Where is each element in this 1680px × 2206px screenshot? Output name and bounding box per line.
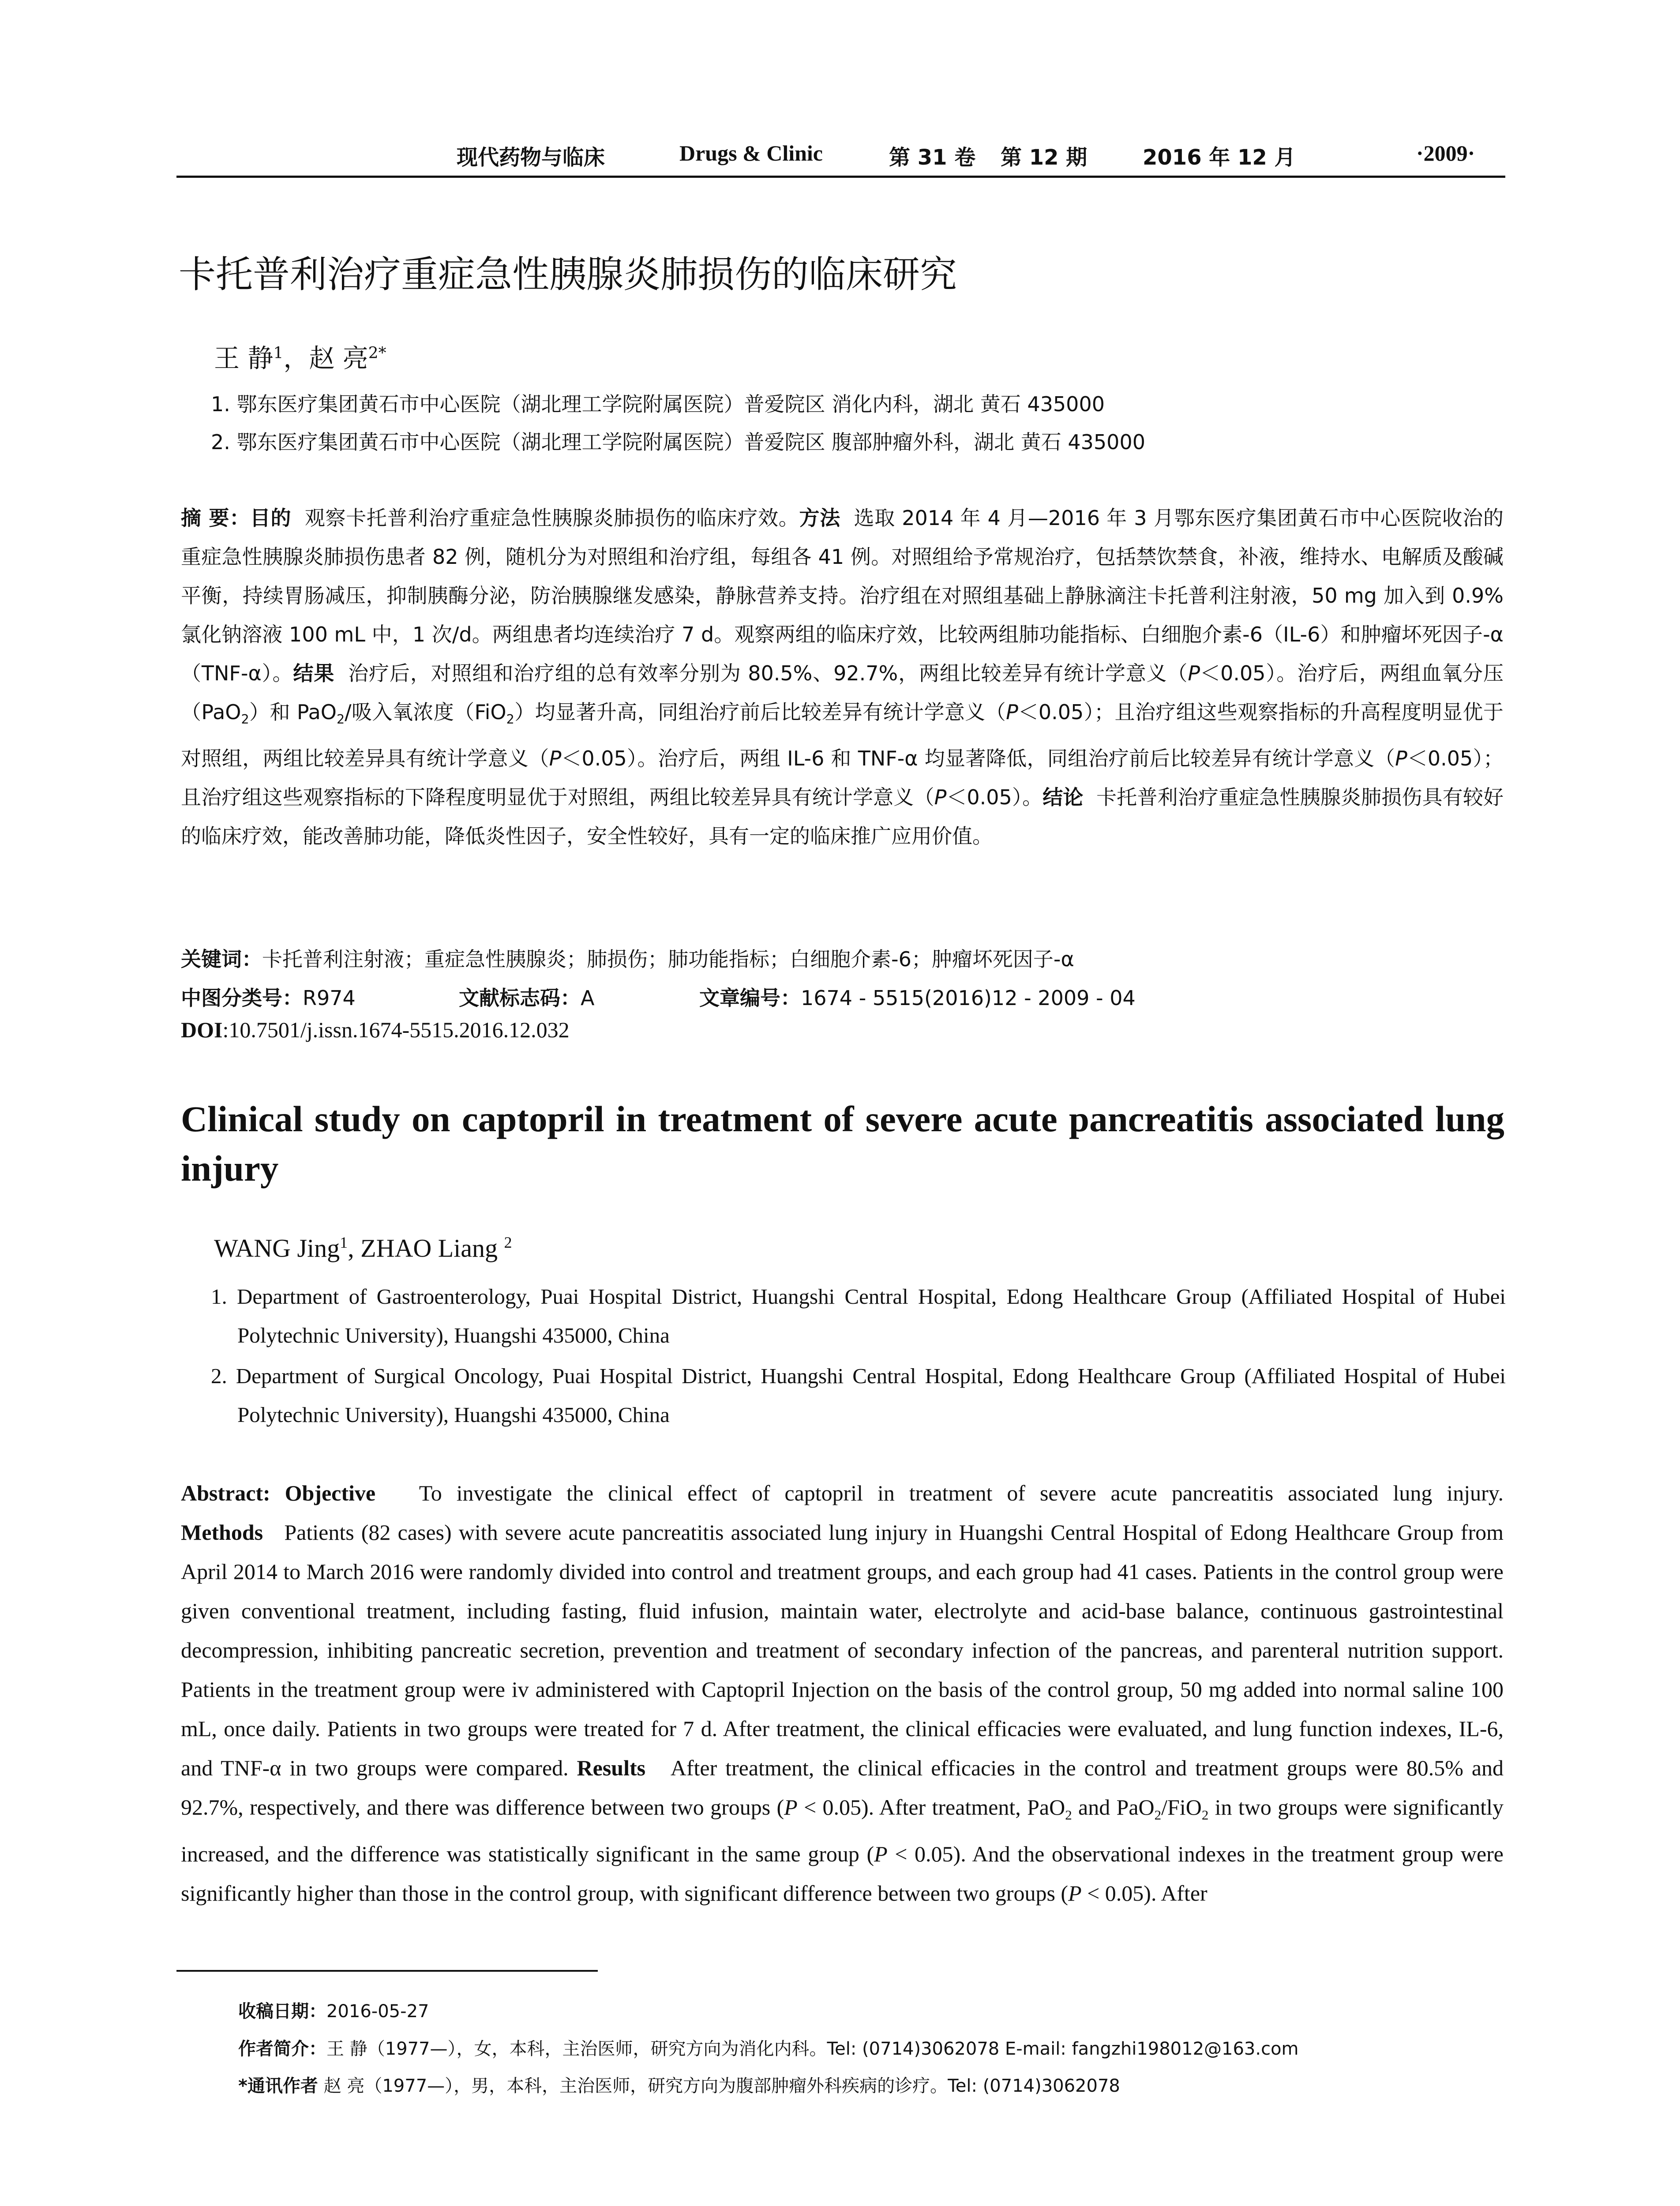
- author-en-2: ZHAO Liang: [360, 1234, 498, 1263]
- p-value-symbol: P: [1395, 747, 1407, 771]
- subscript: 2: [1065, 1807, 1072, 1823]
- abstract-en-results-text: < 0.05). And the observational indexes in the treatment group were significantly higher than those in the control group, with significant difference between two groups (: [181, 1842, 1504, 1906]
- p-value-symbol: P: [934, 785, 947, 810]
- abstract-cn-methods: 选取 2014 年 4 月—2016 年 3 月鄂东医疗集团黄石市中心医院收治的重症急性胰腺炎肺损伤患者 82 例，随机分为对照组和治疗组，每组各 41 例。对照组给予常规治疗，包括禁饮禁食，补液，维持水、电解质及酸碱平衡，持续胃肠减压，抑制胰酶分泌，防治胰腺继发感染，静脉营养支持。治疗组在对照组基础上静脉滴注卡托普利注射液，50 mg 加入到 0.9%氯化钠溶液 100 mL 中，1 次/d。两组患者均连续治疗 7 d。观察两组的临床疗效，比较两组肺功能指标、白细胞介素-6（IL-6）和肿瘤坏死因子-α（TNF-α）。: [181, 506, 1504, 685]
- doi: [181, 1017, 570, 1043]
- title-cn: 卡托普利治疗重症急性胰腺炎肺损伤的临床研究: [179, 253, 957, 296]
- author-en-1: WANG Jing: [214, 1234, 340, 1263]
- author-en-2-affil: 2: [504, 1234, 512, 1251]
- p-value-symbol: P: [549, 747, 562, 771]
- header-issue: 第 12 期: [1001, 145, 1088, 170]
- author-cn-1: 王 静: [214, 343, 274, 373]
- document-code-value: A: [581, 986, 595, 1010]
- abstract-cn-results-text: 治疗后，对照组和治疗组的总有效率分别为 80.5%、92.7%，两组比较差异有统计学意义（: [348, 661, 1188, 685]
- abstract-en: [181, 1474, 1504, 1913]
- clc-label: 中图分类号：: [181, 986, 303, 1010]
- subscript: 2: [1154, 1807, 1162, 1823]
- affiliation-cn-2: 2. 鄂东医疗集团黄石市中心医院（湖北理工学院附属医院）普爱院区 腹部肿瘤外科，湖北 黄石 435000: [211, 430, 1145, 454]
- footnote-author-bio: [238, 2035, 1299, 2060]
- footnote-bio-value: 王 静（1977—），女，本科，主治医师，研究方向为消化内科。Tel: (0714)3062078 E-mail: fangzhi198012@163.com: [326, 2039, 1299, 2059]
- abstract-en-results-text: < 0.05). After treatment, PaO: [797, 1795, 1065, 1820]
- keywords-cn: [181, 940, 1074, 979]
- article-number: [699, 979, 1136, 1017]
- keywords-cn-label: 关键词：: [181, 947, 262, 971]
- abstract-en-results-text: After treatment, the clinical efficacies in the control and treatment groups were 80.5% and 92.7%, respectively, and there was difference between two groups (: [181, 1756, 1504, 1820]
- abstract-cn-objective-label: 目的: [250, 506, 292, 530]
- header-page-number: ·2009·: [1416, 141, 1475, 165]
- subscript: 2: [1201, 1807, 1209, 1823]
- header-journal-cn: 现代药物与临床: [457, 145, 605, 170]
- authors-en: [214, 1233, 512, 1263]
- author-cn-2: 赵 亮: [309, 343, 368, 373]
- clc-number: [181, 979, 356, 1017]
- abstract-cn-label: 摘 要：: [181, 506, 250, 530]
- authors-cn: [214, 338, 386, 375]
- p-value-symbol: P: [784, 1795, 798, 1820]
- article-number-label: 文章编号：: [699, 986, 801, 1010]
- p-value-symbol: P: [1006, 700, 1018, 724]
- footnote-corr-label: *通讯作者: [238, 2076, 318, 2096]
- abstract-cn-methods-label: 方法: [799, 506, 840, 530]
- abstract-cn-results-text: ＜0.05）；且治疗组这些观察指标的升高程度明显优于对照组，两组比较差异具有统计学意义（: [181, 700, 1504, 771]
- author-en-1-affil: 1: [340, 1234, 348, 1251]
- footnote-corresponding: [238, 2072, 1120, 2097]
- p-value-symbol: P: [1068, 1881, 1082, 1906]
- abstract-cn-results-text: ＜0.05）。治疗后，两组血氧分压（PaO: [181, 661, 1504, 724]
- footnote-rule: [176, 1970, 598, 1972]
- abstract-en-label: Abstract: Objective: [181, 1481, 376, 1505]
- abstract-cn-objective: 观察卡托普利治疗重症急性胰腺炎肺损伤的临床疗效。: [304, 506, 799, 530]
- abstract-cn-conclusion-label: 结论: [1042, 785, 1084, 810]
- footnote-received: [238, 1997, 429, 2022]
- abstract-en-results-text: < 0.05). After: [1081, 1881, 1208, 1906]
- author-cn-1-affil: 1: [273, 344, 284, 362]
- abstract-cn-results-text: ）和 PaO: [249, 700, 337, 724]
- abstract-cn-results-text: /吸入氧浓度（FiO: [345, 700, 506, 724]
- footnote-bio-label: 作者简介：: [238, 2039, 326, 2059]
- doi-value: :10.7501/j.issn.1674-5515.2016.12.032: [222, 1017, 570, 1042]
- subscript: 2: [241, 712, 249, 727]
- header-volume: 第 31 卷: [889, 145, 976, 170]
- title-en: Clinical study on captopril in treatment of severe acute pancreatitis associated lung injury: [181, 1099, 1504, 1189]
- document-code: [459, 979, 594, 1017]
- affiliation-cn-1: 1. 鄂东医疗集团黄石市中心医院（湖北理工学院附属医院）普爱院区 消化内科，湖北 黄石 435000: [211, 392, 1105, 416]
- abstract-cn-conclusion: 卡托普利治疗重症急性胰腺炎肺损伤具有较好的临床疗效，能改善肺功能，降低炎性因子，安全性较好，具有一定的临床推广应用价值。: [181, 785, 1504, 848]
- footnote-corr-value: 赵 亮（1977—），男，本科，主治医师，研究方向为腹部肿瘤外科疾病的诊疗。Tel: (0714)3062078: [323, 2076, 1120, 2096]
- doi-label: DOI: [181, 1017, 223, 1042]
- abstract-cn-results-text: ）均显著升高，同组治疗前后比较差异有统计学意义（: [514, 700, 1006, 724]
- subscript: 2: [336, 712, 345, 727]
- footnote-received-value: 2016-05-27: [326, 2001, 429, 2022]
- abstract-en-results-text: and PaO: [1072, 1795, 1155, 1820]
- document-code-label: 文献标志码：: [459, 986, 581, 1010]
- abstract-en-methods: Patients (82 cases) with severe acute pancreatitis associated lung injury in Huangshi Central Hospital of Edong Healthcare Group from April 2014 to March 2016 were randomly divided into control and treatment groups, and each group had 41 cases. Patients in the control group were given conventional treatment, including fasting, fluid infusion, maintain water, electrolyte and acid-base balance, continuous gastrointestinal decompression, inhibiting pancreatic secretion, prevention and treatment of secondary infection of the pancreas, and parenteral nutrition support. Patients in the treatment group were iv administered with Captopril Injection on the basis of the control group, 50 mg added into normal saline 100 mL, once daily. Patients in two groups were treated for 7 d. After treatment, the clinical efficacies were evaluated, and lung function indexes, IL-6, and TNF-α in two groups were compared.: [181, 1520, 1504, 1780]
- subscript: 2: [506, 712, 514, 727]
- keywords-cn-text: 卡托普利注射液；重症急性胰腺炎；肺损伤；肺功能指标；白细胞介素-6；肿瘤坏死因子-α: [262, 947, 1074, 971]
- clc-value: R974: [303, 986, 356, 1010]
- affiliation-en-1: 1. Department of Gastroenterology, Puai Hospital District, Huangshi Central Hospital, Edong Healthcare Group (Affiliated Hospital of Hubei Polytechnic University), Huangshi 435000, China: [211, 1284, 1506, 1347]
- p-value-symbol: P: [874, 1842, 888, 1866]
- header-journal-en: Drugs & Clinic: [679, 141, 823, 165]
- abstract-en-methods-label: Methods: [181, 1520, 263, 1545]
- abstract-cn-results-text: ＜0.05）。治疗后，两组 IL-6 和 TNF-α 均显著降低，同组治疗前后比较差异有统计学意义（: [561, 747, 1395, 771]
- abstract-cn-results-text: ＜0.05）。: [946, 785, 1043, 810]
- author-cn-sep: ，: [283, 343, 309, 373]
- abstract-en-results-text: in two groups were significantly increased, and the difference was statistically significant in the same group (: [181, 1795, 1504, 1866]
- author-en-sep: ,: [348, 1234, 361, 1263]
- abstract-cn-results-text: ＜0.05）；且治疗组这些观察指标的下降程度明显优于对照组，两组比较差异具有统计学意义（: [181, 747, 1504, 810]
- abstract-en-objective: To investigate the clinical effect of captopril in treatment of severe acute pancreatitis associated lung injury.: [419, 1481, 1504, 1505]
- article-number-value: 1674 - 5515(2016)12 - 2009 - 04: [801, 986, 1136, 1010]
- affiliation-en-2: 2. Department of Surgical Oncology, Puai Hospital District, Huangshi Central Hospital, Edong Healthcare Group (Affiliated Hospital of Hubei Polytechnic University), Huangshi 435000, China: [211, 1364, 1506, 1427]
- abstract-cn: [181, 499, 1504, 855]
- header-rule: [176, 176, 1505, 178]
- header-date: 2016 年 12 月: [1143, 145, 1296, 170]
- abstract-en-results-text: /FiO: [1161, 1795, 1202, 1820]
- p-value-symbol: P: [1188, 661, 1200, 685]
- footnote-received-label: 收稿日期：: [238, 2001, 326, 2022]
- author-cn-2-affil: 2*: [368, 344, 386, 362]
- abstract-en-results-label: Results: [577, 1756, 646, 1780]
- abstract-cn-results-label: 结果: [293, 661, 335, 685]
